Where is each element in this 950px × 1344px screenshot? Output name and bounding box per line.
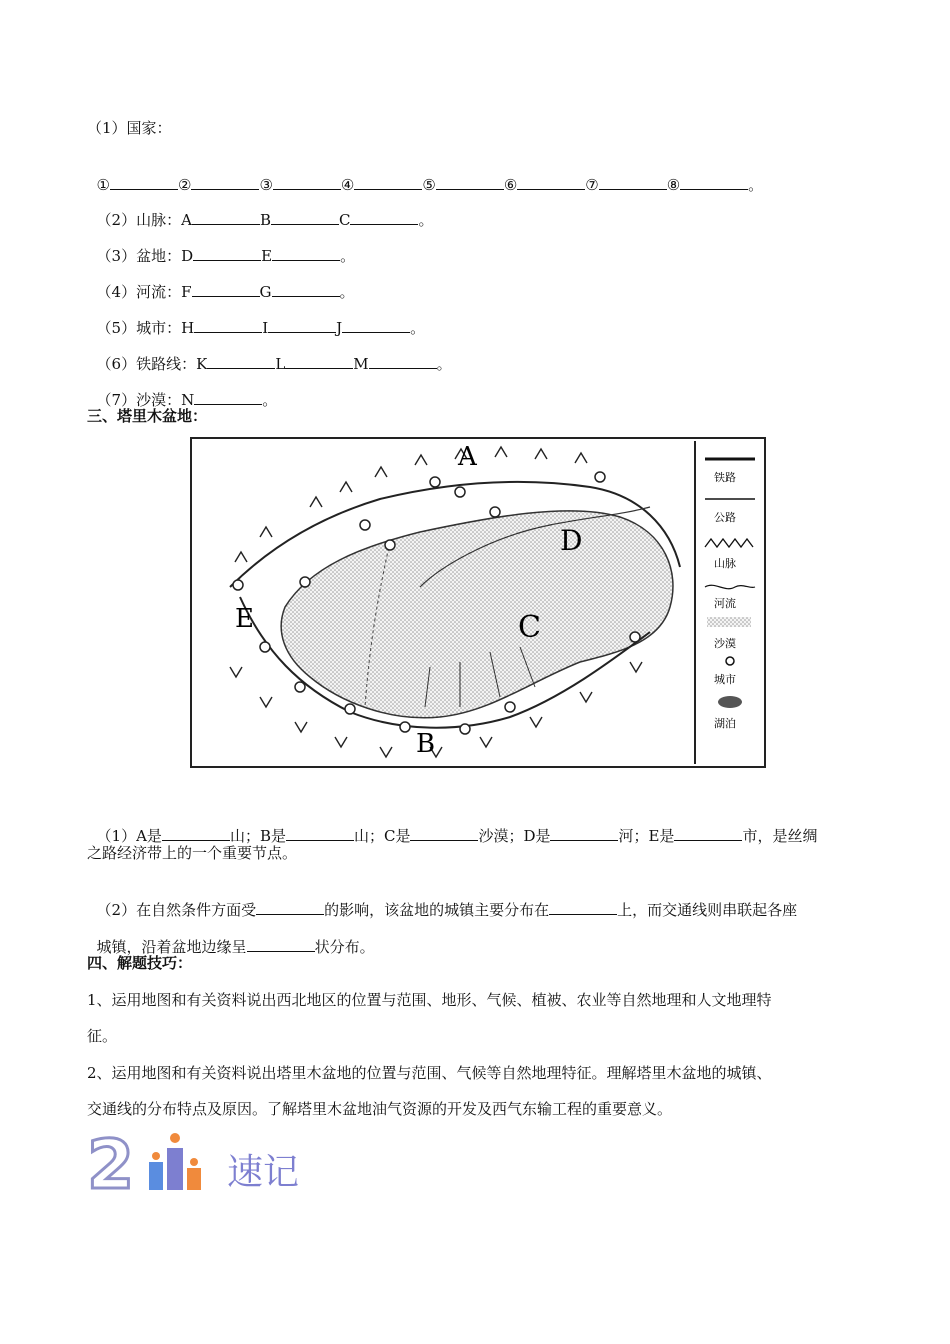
q5-blank-h[interactable] bbox=[194, 318, 262, 333]
section4-title: 四、解题技巧： bbox=[87, 954, 193, 972]
country-2-blank[interactable] bbox=[191, 175, 259, 190]
tip2-line1: 2、运用地图和有关资料说出塔里木盆地的位置与范围、气候等自然地理特征。理解塔里木盆地的城镇、 bbox=[87, 1064, 772, 1082]
q3-blank-e[interactable] bbox=[272, 246, 340, 261]
q3-label: （3）盆地： bbox=[96, 247, 182, 265]
speed-memo-label: 速记 bbox=[227, 1152, 300, 1193]
s3-q2-blank-3[interactable] bbox=[247, 937, 315, 952]
s3-q1-p4: 沙漠；D是 bbox=[478, 827, 551, 845]
q2-letter-b: B bbox=[259, 211, 271, 229]
q3-letter-e: E bbox=[261, 247, 273, 265]
country-6-blank[interactable] bbox=[517, 175, 585, 190]
map-letter-d: D bbox=[560, 524, 583, 557]
country-3-blank[interactable] bbox=[273, 175, 341, 190]
q1-label: （1）国家： bbox=[87, 119, 172, 137]
country-2-num: ② bbox=[178, 176, 192, 194]
speed-memo-banner bbox=[87, 1126, 317, 1196]
s3-q2-p4: 城镇，沿着盆地边缘呈 bbox=[96, 938, 247, 956]
q6-blank-m[interactable] bbox=[369, 354, 437, 369]
q5-label: （5）城市： bbox=[96, 319, 182, 337]
section3-title: 三、塔里木盆地： bbox=[87, 407, 208, 425]
q6-blank-k[interactable] bbox=[207, 354, 275, 369]
legend-city: 城市 bbox=[714, 673, 736, 686]
q2-end: 。 bbox=[418, 211, 434, 229]
q1-countries-row bbox=[87, 155, 763, 195]
s3-q1-line2: 之路经济带上的一个重要节点。 bbox=[87, 844, 298, 862]
s3-q2-line1 bbox=[87, 880, 797, 920]
legend-lake-symbol bbox=[718, 696, 742, 708]
podium-icon bbox=[149, 1133, 201, 1190]
q6-label: （6）铁路线： bbox=[96, 355, 197, 373]
q5-blank-j[interactable] bbox=[342, 318, 410, 333]
legend-road: 公路 bbox=[714, 511, 736, 524]
s3-q1-p5: 河；E是 bbox=[618, 827, 675, 845]
map-letter-c: C bbox=[518, 610, 541, 645]
q5-row bbox=[87, 298, 425, 338]
country-4-blank[interactable] bbox=[354, 175, 422, 190]
legend-desert: 沙漠 bbox=[714, 637, 736, 650]
q4-blank-f[interactable] bbox=[192, 282, 260, 297]
q4-letter-f: F bbox=[181, 283, 192, 301]
s3-q1-blank-a[interactable] bbox=[162, 826, 230, 841]
s3-q1-blank-e[interactable] bbox=[674, 826, 742, 841]
q3-end: 。 bbox=[340, 247, 356, 265]
legend-desert-symbol bbox=[707, 617, 751, 627]
q4-label: （4）河流： bbox=[96, 283, 182, 301]
q5-letter-i: I bbox=[262, 319, 269, 337]
q6-row bbox=[87, 334, 452, 374]
country-7-blank[interactable] bbox=[599, 175, 667, 190]
country-3-num: ③ bbox=[259, 176, 273, 194]
q2-blank-a[interactable] bbox=[192, 210, 260, 225]
q4-blank-g[interactable] bbox=[272, 282, 340, 297]
s3-q2-line2 bbox=[87, 917, 375, 957]
q6-letter-m: M bbox=[353, 355, 369, 373]
s3-q2-blank-2[interactable] bbox=[549, 900, 617, 915]
q7-label: （7）沙漠： bbox=[96, 391, 182, 409]
map-letter-a: A bbox=[458, 442, 477, 472]
s3-q1-p2: 山；B是 bbox=[229, 827, 286, 845]
legend-mountain: 山脉 bbox=[714, 557, 736, 570]
country-4-num: ④ bbox=[340, 176, 355, 194]
q2-label: （2）山脉： bbox=[96, 211, 182, 229]
q2-letter-a: A bbox=[181, 211, 192, 229]
q4-row bbox=[87, 262, 355, 302]
q6-letter-l: L bbox=[275, 355, 286, 373]
q2-letter-c: C bbox=[338, 211, 351, 229]
s3-q2-p1: （2）在自然条件方面受 bbox=[96, 901, 257, 919]
s3-q2-p2: 的影响，该盆地的城镇主要分布在 bbox=[324, 901, 550, 919]
s3-q1-line1 bbox=[87, 806, 817, 846]
legend-rail: 铁路 bbox=[714, 471, 736, 484]
s3-q2-p5: 状分布。 bbox=[314, 938, 375, 956]
q3-letter-d: D bbox=[181, 247, 194, 265]
q7-row bbox=[87, 370, 277, 410]
country-5-num: ⑤ bbox=[422, 176, 436, 194]
s3-q2-blank-1[interactable] bbox=[256, 900, 324, 915]
s3-q1-blank-b[interactable] bbox=[286, 826, 354, 841]
q5-letter-h: H bbox=[181, 319, 195, 337]
s3-q2-p3: 上，而交通线则串联起各座 bbox=[617, 901, 798, 919]
q3-row bbox=[87, 226, 355, 266]
number-two-icon: 2 bbox=[87, 1126, 135, 1196]
q4-letter-g: G bbox=[259, 283, 272, 301]
q2-blank-b[interactable] bbox=[271, 210, 339, 225]
s3-q1-blank-d[interactable] bbox=[550, 826, 618, 841]
legend-river: 河流 bbox=[714, 597, 736, 610]
tip2-line2: 交通线的分布特点及原因。了解塔里木盆地油气资源的开发及西气东输工程的重要意义。 bbox=[87, 1100, 673, 1118]
country-8-num: ⑧ bbox=[666, 176, 681, 194]
s3-q1-p3: 山；C是 bbox=[353, 827, 411, 845]
q2-row bbox=[87, 190, 433, 230]
q5-letter-j: J bbox=[336, 319, 343, 337]
map-letter-b: B bbox=[416, 729, 436, 759]
q1-end: 。 bbox=[748, 176, 764, 194]
tip1-line2: 征。 bbox=[87, 1027, 118, 1045]
q5-end: 。 bbox=[410, 319, 426, 337]
tarim-basin-map bbox=[190, 437, 766, 768]
country-5-blank[interactable] bbox=[436, 175, 504, 190]
country-7-num: ⑦ bbox=[585, 176, 599, 194]
map-letter-e: E bbox=[235, 604, 254, 634]
q6-letter-k: K bbox=[196, 355, 208, 373]
q3-blank-d[interactable] bbox=[193, 246, 261, 261]
s3-q1-p1: （1）A是 bbox=[96, 827, 162, 845]
s3-q1-blank-c[interactable] bbox=[410, 826, 478, 841]
country-1-num: ① bbox=[96, 176, 110, 194]
q7-blank-n[interactable] bbox=[194, 390, 262, 405]
q5-blank-i[interactable] bbox=[268, 318, 336, 333]
country-8-blank[interactable] bbox=[680, 175, 748, 190]
q4-end: 。 bbox=[339, 283, 355, 301]
country-1-blank[interactable] bbox=[110, 175, 178, 190]
q2-blank-c[interactable] bbox=[350, 210, 418, 225]
q6-blank-l[interactable] bbox=[285, 354, 353, 369]
q7-end: 。 bbox=[262, 391, 278, 409]
q6-end: 。 bbox=[436, 355, 452, 373]
q7-letter-n: N bbox=[181, 391, 195, 409]
s3-q1-p6: 市，是丝绸 bbox=[742, 827, 818, 845]
country-6-num: ⑥ bbox=[503, 176, 518, 194]
tip1-line1: 1、运用地图和有关资料说出西北地区的位置与范围、地形、气候、植被、农业等自然地理和人文地理特 bbox=[87, 991, 772, 1009]
legend-city-symbol bbox=[726, 657, 734, 665]
legend-lake: 湖泊 bbox=[714, 717, 736, 730]
